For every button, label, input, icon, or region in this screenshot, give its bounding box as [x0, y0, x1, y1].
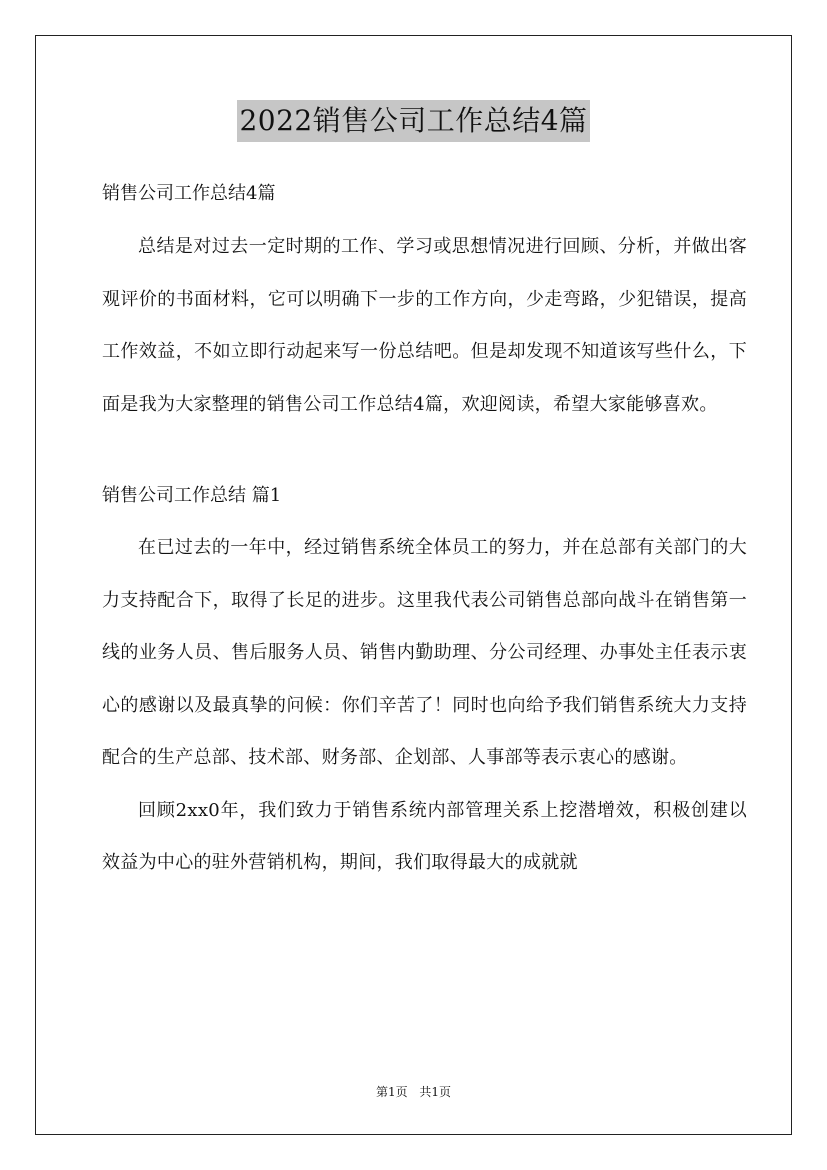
document-subtitle: 销售公司工作总结4篇 [102, 183, 276, 204]
page-footer [0, 1082, 827, 1102]
page-total: 共1页 [419, 1085, 452, 1099]
section-paragraph: 在已过去的一年中，经过销售系统全体员工的努力，并在总部有关部门的大力支持配合下，取得了长足的进步。这里我代表公司销售总部向战斗在销售第一线的业务人员、售后服务人员、销售内勤助理、分公司经理、办事处主任表示衷心的感谢以及最真挚的问候：你们辛苦了！同时也向给予我们销售系统大力支持配合的生产总部、技术部、财务部、企划部、人事部等表示衷心的感谢。 [102, 537, 747, 768]
title-container [0, 100, 827, 142]
page-number: 第1页 [375, 1085, 408, 1099]
intro-paragraph: 总结是对过去一定时期的工作、学习或思想情况进行回顾、分析，并做出客观评价的书面材料，它可以明确下一步的工作方向，少走弯路，少犯错误，提高工作效益，不如立即行动起来写一份总结吧。但是却发现不知道该写些什么，下面是我为大家整理的销售公司工作总结4篇，欢迎阅读，希望大家能够喜欢。 [102, 236, 747, 415]
section-heading: 销售公司工作总结 篇1 [102, 485, 282, 506]
section-paragraph: 回顾2xx0年，我们致力于销售系统内部管理关系上挖潜增效，积极创建以效益为中心的驻外营销机构，期间，我们取得最大的成就就 [102, 799, 747, 873]
document-body [102, 175, 747, 890]
document-title: 2022销售公司工作总结4篇 [237, 100, 589, 142]
section-spacer [102, 431, 747, 477]
